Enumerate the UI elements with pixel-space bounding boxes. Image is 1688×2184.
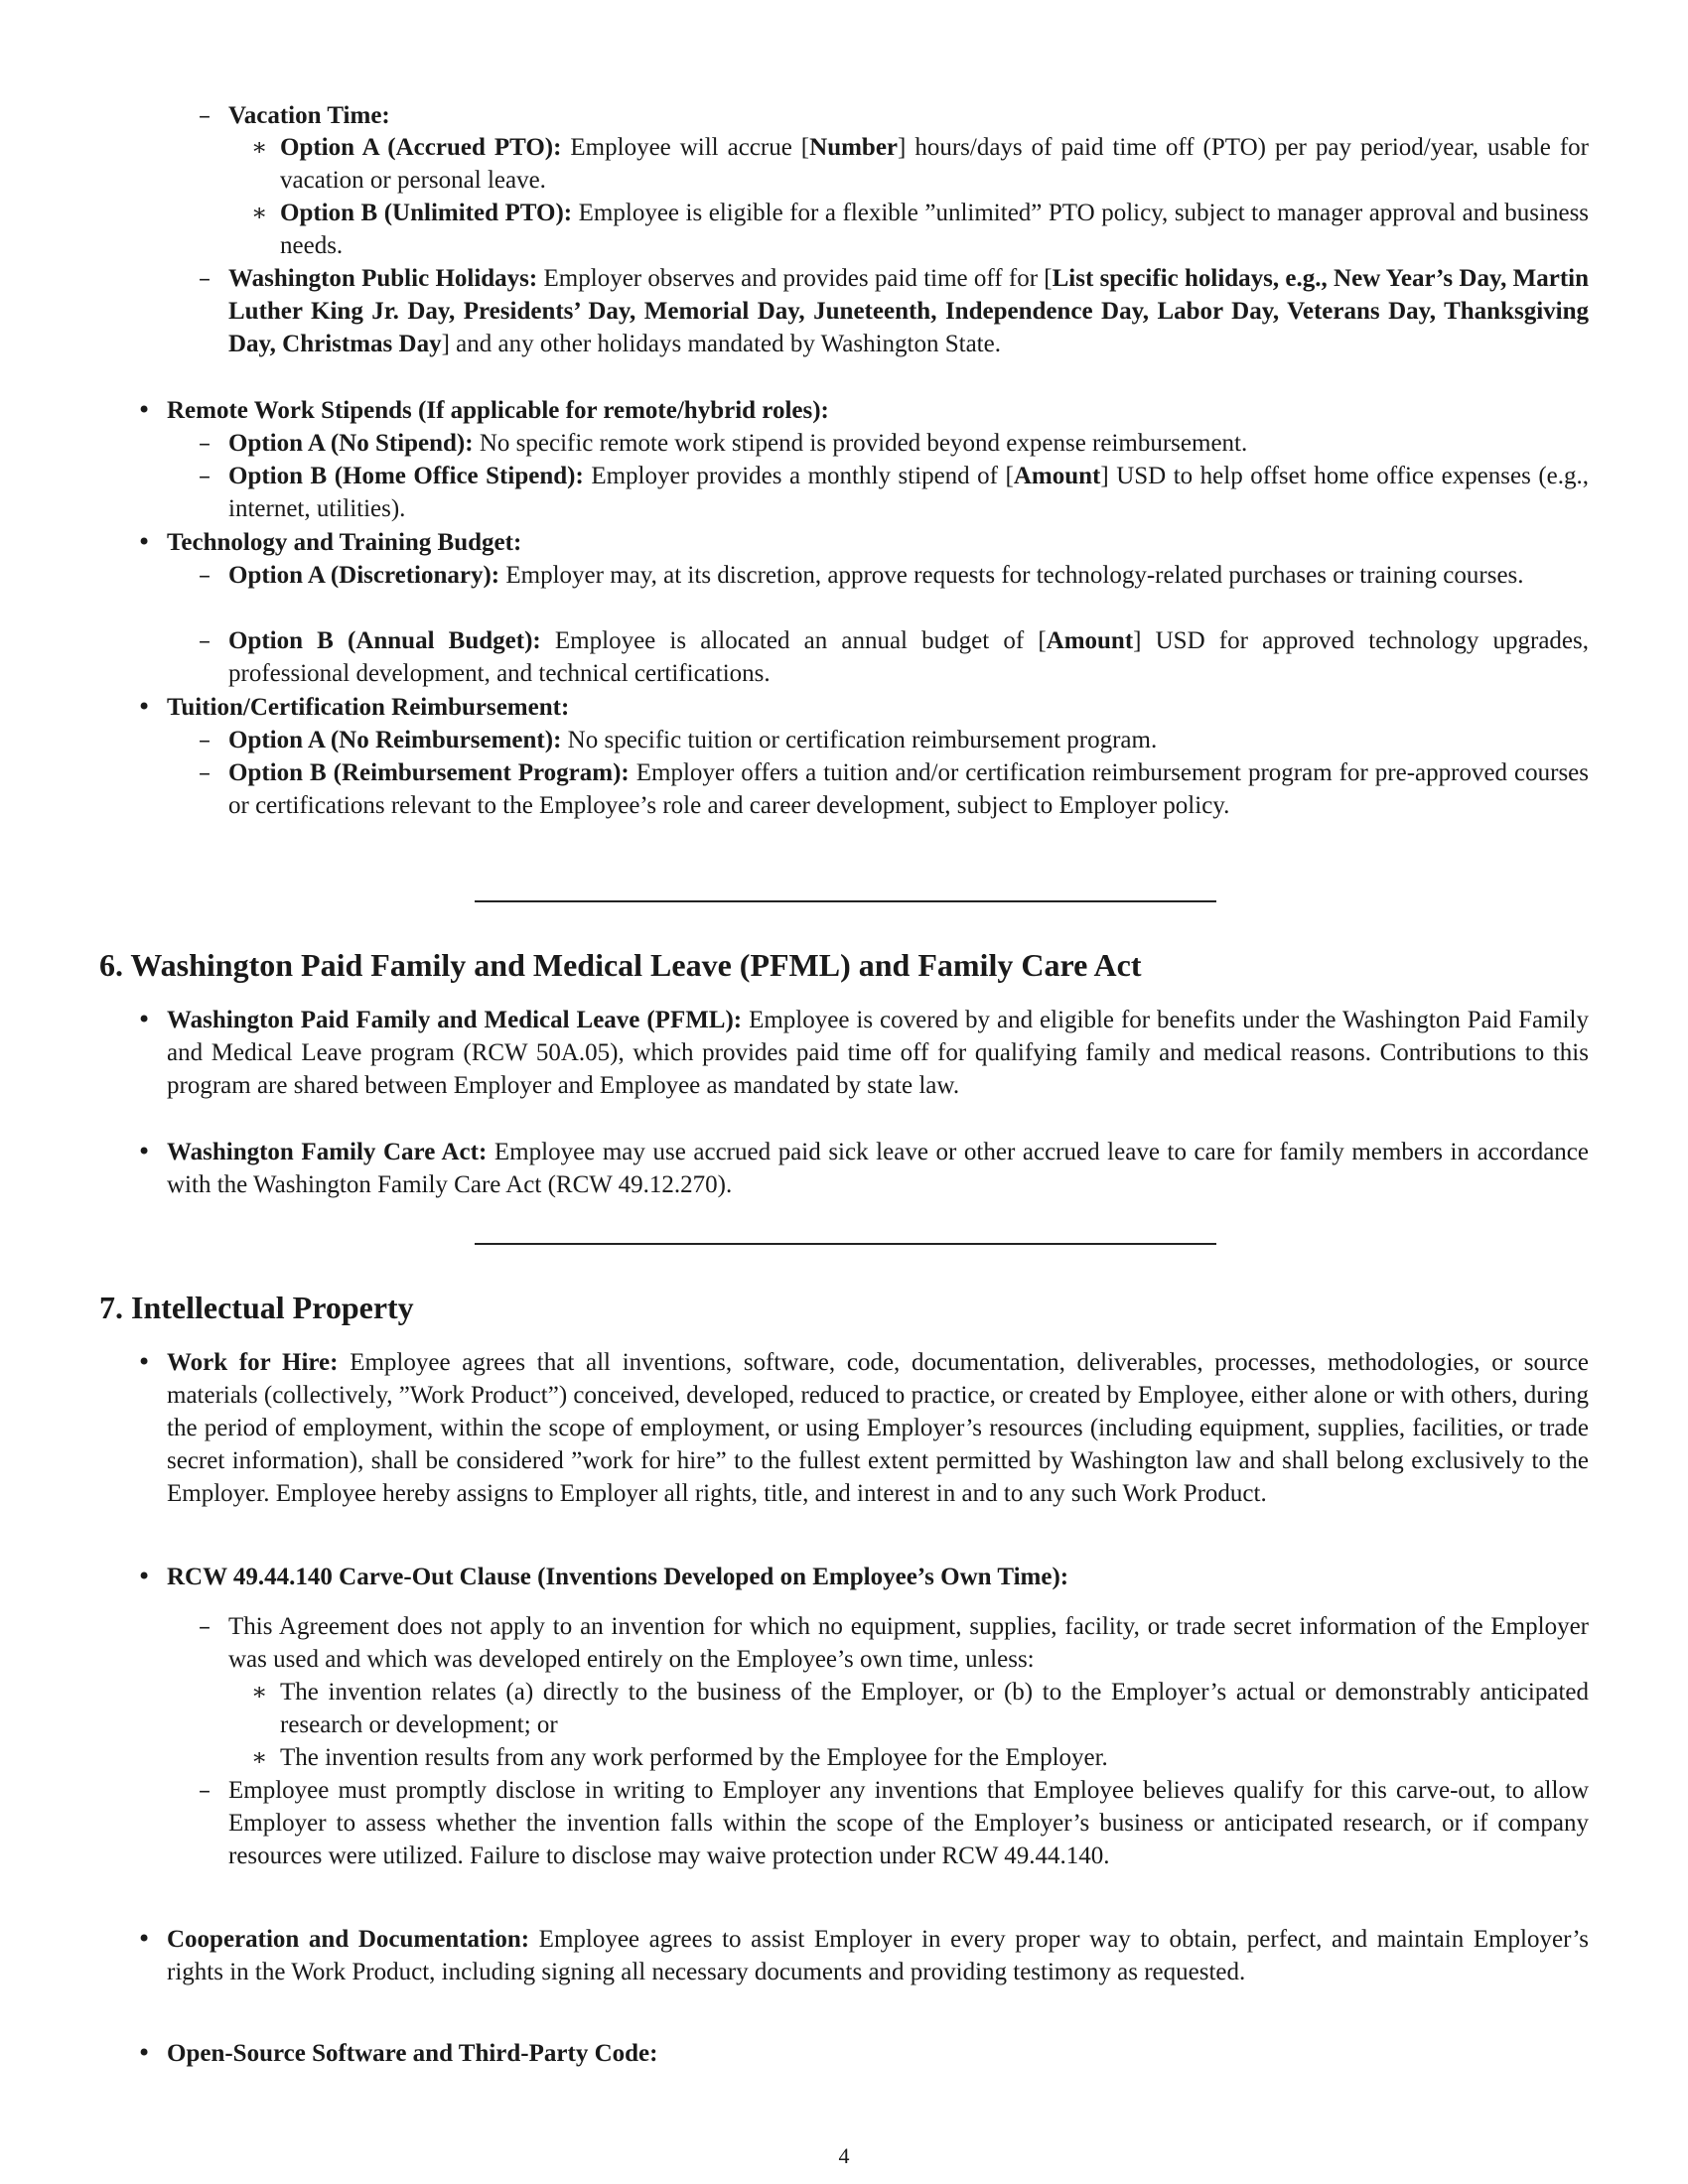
bullet-marker: • <box>137 1006 152 1033</box>
carve-out-heading: RCW 49.44.140 Carve-Out Clause (Inventions Developed on Employee’s Own Time): <box>167 1564 1069 1590</box>
dash-marker: – <box>199 101 211 129</box>
placeholder-amount: Amount <box>1046 627 1134 654</box>
vacation-option-a: Option A (Accrued PTO): Employee will accrue [Number] hours/days of paid time off (PTO) per pay period/year, usable for vacation or personal leave. <box>280 134 1589 194</box>
placeholder-holidays: List specific holidays, e.g., New Year’s Day, Martin Luther King Jr. Day, Presidents’ Day, Memorial Day, Juneteenth, Independence Day, Labor Day, Veterans Day, Thanksgiving Day, Christmas Day <box>228 265 1589 357</box>
dash-marker: – <box>199 626 211 654</box>
vacation-option-b: Option B (Unlimited PTO): Employee is eligible for a flexible ”unlimited” PTO policy, subject to manager approval and business needs. <box>280 200 1590 259</box>
bullet-marker: • <box>137 1563 152 1590</box>
dash-marker: – <box>199 1776 211 1804</box>
open-source-heading: Open-Source Software and Third-Party Code: <box>167 2040 658 2067</box>
asterisk-marker: ∗ <box>251 1678 268 1706</box>
dash-marker: – <box>199 726 211 753</box>
carve-out-subitem-2: The invention results from any work performed by the Employee for the Employer. <box>280 1744 1108 1771</box>
dash-marker: – <box>199 758 211 786</box>
tuition-option-a: Option A (No Reimbursement): No specific tuition or certification reimbursement program. <box>228 727 1158 753</box>
section-6-title: 6. Washington Paid Family and Medical Leave (PFML) and Family Care Act <box>99 947 1142 983</box>
carve-out-subitem-1: The invention relates (a) directly to the business of the Employer, or (b) to the Employer’s actual or demonstrably anticipated research or development; or <box>280 1679 1589 1738</box>
work-for-hire-item: Work for Hire: Employee agrees that all inventions, software, code, documentation, deliverables, processes, methodologies, or source materials (collectively, ”Work Product”) conceived, developed, reduced to practice, or created by Employee, either alone or with others, during the period of employment, within the scope of employment, or using Employer’s resources (including equipment, supplies, facilities, or trade secret information), shall be considered ”work for hire” to the fullest extent permitted by Washington law and shall belong exclusively to the Employer. Employee hereby assigns to Employer all rights, title, and interest in and to any such Work Product. <box>167 1349 1589 1507</box>
bullet-marker: • <box>137 2039 152 2067</box>
dash-marker: – <box>199 429 211 457</box>
bullet-marker: • <box>137 1925 152 1953</box>
cooperation-item: Cooperation and Documentation: Employee agrees to assist Employer in every proper way to obtain, perfect, and maintain Employer’s rights in the Work Product, including signing all necessary documents and providing testimony as requested. <box>167 1926 1590 1985</box>
bullet-marker: • <box>137 1348 152 1376</box>
section-7-title: 7. Intellectual Property <box>99 1290 414 1325</box>
tech-option-b: Option B (Annual Budget): Employee is allocated an annual budget of [Amount] USD for approved technology upgrades, professional development, and technical certifications. <box>228 627 1589 687</box>
remote-option-a: Option A (No Stipend): No specific remote work stipend is provided beyond expense reimbursement. <box>228 430 1248 457</box>
placeholder-amount: Amount <box>1013 463 1101 489</box>
page-number: 4 <box>838 2143 850 2168</box>
tuition-option-b: Option B (Reimbursement Program): Employer offers a tuition and/or certification reimbursement program for pre-approved courses or certifications relevant to the Employee’s role and career development, subject to Employer policy. <box>228 759 1589 819</box>
dash-marker: – <box>199 561 211 589</box>
asterisk-marker: ∗ <box>251 1743 268 1771</box>
bullet-marker: • <box>137 396 152 424</box>
bullet-marker: • <box>137 693 152 721</box>
tuition-heading: Tuition/Certification Reimbursement: <box>167 694 570 721</box>
holidays-item: Washington Public Holidays: Employer observes and provides paid time off for [List specific holidays, e.g., New Year’s Day, Martin Luther King Jr. Day, Presidents’ Day, Memorial Day, Juneteenth, Independence Day, Labor Day, Veterans Day, Thanksgiving Day, Christmas Day] and any other holidays mandated by Washington State. <box>228 265 1589 357</box>
family-care-item: Washington Family Care Act: Employee may use accrued paid sick leave or other accrued leave to care for family members in accordance with the Washington Family Care Act (RCW 49.12.270). <box>167 1139 1589 1198</box>
dash-marker: – <box>199 264 211 292</box>
placeholder-number: Number <box>809 134 899 161</box>
tech-option-a: Option A (Discretionary): Employer may, at its discretion, approve requests for technology-related purchases or training courses. <box>228 562 1524 589</box>
bullet-marker: • <box>137 1138 152 1165</box>
asterisk-marker: ∗ <box>251 199 268 226</box>
pfml-item: Washington Paid Family and Medical Leave (PFML): Employee is covered by and eligible for benefits under the Washington Paid Family and Medical Leave program (RCW 50A.05), which provides paid time off for qualifying family and medical reasons. Contributions to this program are shared between Employer and Employee as mandated by state law. <box>167 1007 1589 1099</box>
section-divider <box>475 1243 1216 1245</box>
dash-marker: – <box>199 1612 211 1640</box>
tech-heading: Technology and Training Budget: <box>167 529 522 556</box>
remote-option-b: Option B (Home Office Stipend): Employer provides a monthly stipend of [Amount] USD to help offset home office expenses (e.g., internet, utilities). <box>228 463 1590 522</box>
carve-out-paragraph-1: This Agreement does not apply to an invention for which no equipment, supplies, facility, or trade secret information of the Employer was used and which was developed entirely on the Employee’s own time, unless: <box>228 1613 1589 1673</box>
asterisk-marker: ∗ <box>251 133 268 161</box>
remote-heading: Remote Work Stipends (If applicable for remote/hybrid roles): <box>167 397 829 424</box>
carve-out-paragraph-2: Employee must promptly disclose in writing to Employer any inventions that Employee believes qualify for this carve-out, to allow Employer to assess whether the invention falls within the scope of the Employer’s business or anticipated research, or if company resources were utilized. Failure to disclose may waive protection under RCW 49.44.140. <box>228 1777 1589 1869</box>
section-divider <box>475 900 1216 902</box>
bullet-marker: • <box>137 528 152 556</box>
vacation-heading: Vacation Time: <box>228 102 390 129</box>
dash-marker: – <box>199 462 211 489</box>
